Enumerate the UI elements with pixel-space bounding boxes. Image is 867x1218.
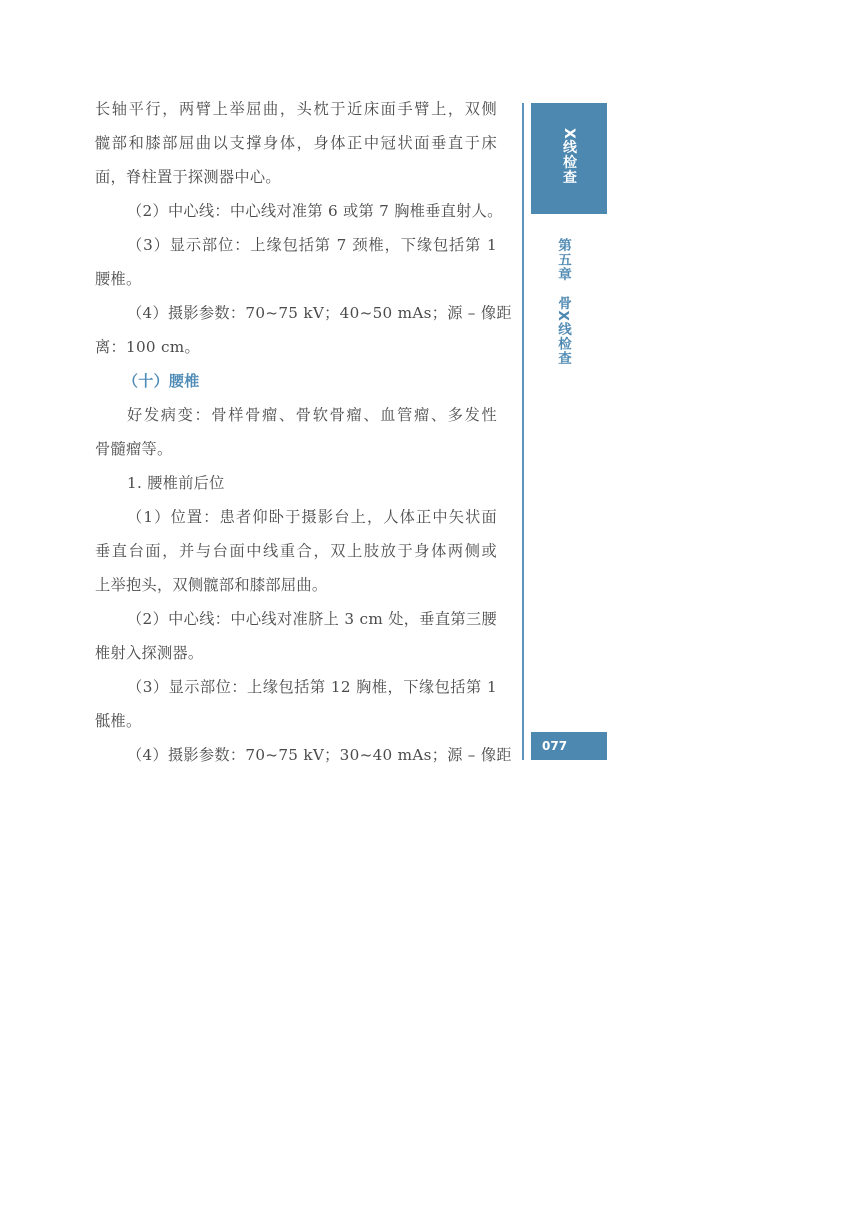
text-line: 骶椎。 (95, 712, 142, 730)
margin-divider (522, 103, 524, 760)
text-line: 面，脊柱置于探测器中心。 (95, 168, 281, 186)
section-tab-label: X线检查 (561, 128, 577, 185)
text-line: 椎射入探测器。 (95, 644, 204, 662)
text-line: 骨髓瘤等。 (95, 440, 173, 458)
text-line: 长轴平行，两臂上举屈曲，头枕于近床面手臂上，双侧 (95, 100, 497, 118)
text-line: （2）中心线：中心线对准第 6 或第 7 胸椎垂直射人。 (127, 202, 503, 220)
text-line: 垂直台面，并与台面中线重合，双上肢放于身体两侧或 (95, 542, 497, 560)
section-heading: （十）腰椎 (123, 372, 200, 390)
text-line: （4）摄影参数：70~75 kV；40~50 mAs；源 – 像距 (127, 304, 512, 322)
text-line: （3）显示部位：上缘包括第 12 胸椎，下缘包括第 1 (127, 678, 497, 696)
text-line: 髋部和膝部屈曲以支撑身体，身体正中冠状面垂直于床 (95, 134, 497, 152)
text-line: （3）显示部位：上缘包括第 7 颈椎，下缘包括第 1 (127, 236, 497, 254)
text-line: 好发病变：骨样骨瘤、骨软骨瘤、血管瘤、多发性 (127, 406, 497, 424)
chapter-label: 第五章 骨X线检查 (555, 238, 571, 366)
subsection-title: 1. 腰椎前后位 (127, 474, 225, 492)
text-line: 上举抱头，双侧髋部和膝部屈曲。 (95, 576, 328, 594)
section-tab (531, 103, 607, 214)
text-line: （2）中心线：中心线对准脐上 3 cm 处，垂直第三腰 (127, 610, 497, 628)
text-line: （4）摄影参数：70~75 kV；30~40 mAs；源 – 像距 (127, 746, 512, 764)
page-number: 077 (531, 732, 607, 760)
text-line: 离：100 cm。 (95, 338, 200, 356)
text-line: 腰椎。 (95, 270, 142, 288)
text-line: （1）位置：患者仰卧于摄影台上，人体正中矢状面 (127, 508, 497, 526)
